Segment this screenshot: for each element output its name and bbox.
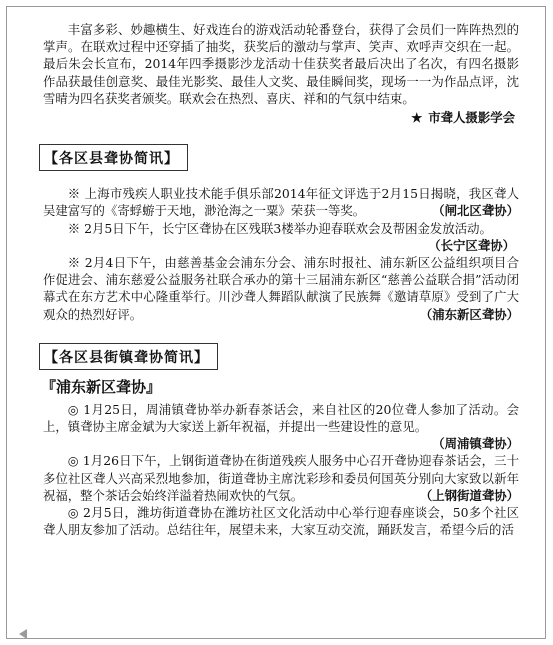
news-item-text: ◎ 2月5日，潍坊街道聋协在潍坊社区文化活动中心举行迎春座谈会，50多个社区聋人朋友参加了活动。总结往年，展望未来，大家互动交流，踊跃发言，希望今后的活 <box>43 505 519 538</box>
news-item-text: ◎ 1月26日下午，上钢街道聋协在街道残疾人服务中心召开聋协迎春茶话会，三十多位社区聋人兴高采烈地参加，街道聋协主席沈彩珍和委员何国英分别向大家致以新年祝福，整个茶话会始终洋溢着热闹欢快的气氛。 <box>43 453 519 503</box>
news-item-text: ◎ 1月25日，周浦镇聋协举办新春茶话会，来自社区的20位聋人参加了活动。会上，镇聋协主席金斌为大家送上新年祝福，并提出一些建设性的意见。 <box>43 401 519 435</box>
news-item <box>43 220 519 237</box>
star-icon: ★ <box>411 110 423 126</box>
news-item-org: （浦东新区聋协） <box>419 306 519 322</box>
news-item-text: ※ 2月4日下午，由慈善基金会浦东分会、浦东时报社、浦东新区公益组织项目合作促进会、浦东慈爱公益服务社联合承办的第十三届浦东新区“慈善公益联合捐”活动闭幕式在东方艺术中心隆重举行。川沙聋人舞蹈队献演了民族舞《邀请草原》受到了广大观众的热烈好评。 <box>43 255 519 322</box>
news-item <box>43 185 519 219</box>
intro-signature <box>43 109 515 126</box>
news-item-org: （闸北区聋协） <box>432 203 519 219</box>
news-item-text: ※ 2月5日下午，长宁区聋协在区残联3楼举办迎春联欢会及帮困金发放活动。 <box>67 220 492 236</box>
document-page <box>6 6 546 639</box>
news-item <box>43 504 519 538</box>
news-item-org: （周浦镇聋协） <box>432 436 519 452</box>
news-item <box>43 452 519 504</box>
section-title-street: 【各区县街镇聋协简讯】 <box>39 343 218 370</box>
news-item-text: ※ 上海市残疾人职业技术能手俱乐部2014年征文评选于2月15日揭晓，我区聋人吴建富写的《寄蜉蝣于天地，渺沧海之一粟》荣获一等奖。 <box>43 186 519 219</box>
section-title-district: 【各区县聋协简讯】 <box>39 144 188 171</box>
news-item-org: （长宁区聋协） <box>428 237 515 253</box>
signature-text: 市聋人摄影学会 <box>428 110 515 126</box>
news-item <box>43 401 519 452</box>
sub-heading-pudong: 『浦东新区聋协』 <box>41 377 162 396</box>
intro-paragraph: 丰富多彩、妙趣横生、好戏连台的游戏活动轮番登台，获得了会员们一阵阵热烈的掌声。在联欢过程中还穿插了抽奖，获奖后的激动与掌声、笑声、欢呼声交织在一起。最后朱会长宣布，2014年四季摄影沙龙活动十佳获奖者最后决出了名次，有四名摄影作品获最佳创意奖、最佳光影奖、最佳人文奖、最佳瞬间奖，现场一一为作品点评，沈雪晴为四名获奖者颁奖。联欢会在热烈、喜庆、祥和的气氛中结束。 <box>43 22 519 106</box>
page-content <box>43 21 519 538</box>
left-arrow-icon[interactable] <box>19 629 27 639</box>
news-item-org: （上钢街道聋协） <box>419 487 519 503</box>
news-item <box>43 254 519 323</box>
